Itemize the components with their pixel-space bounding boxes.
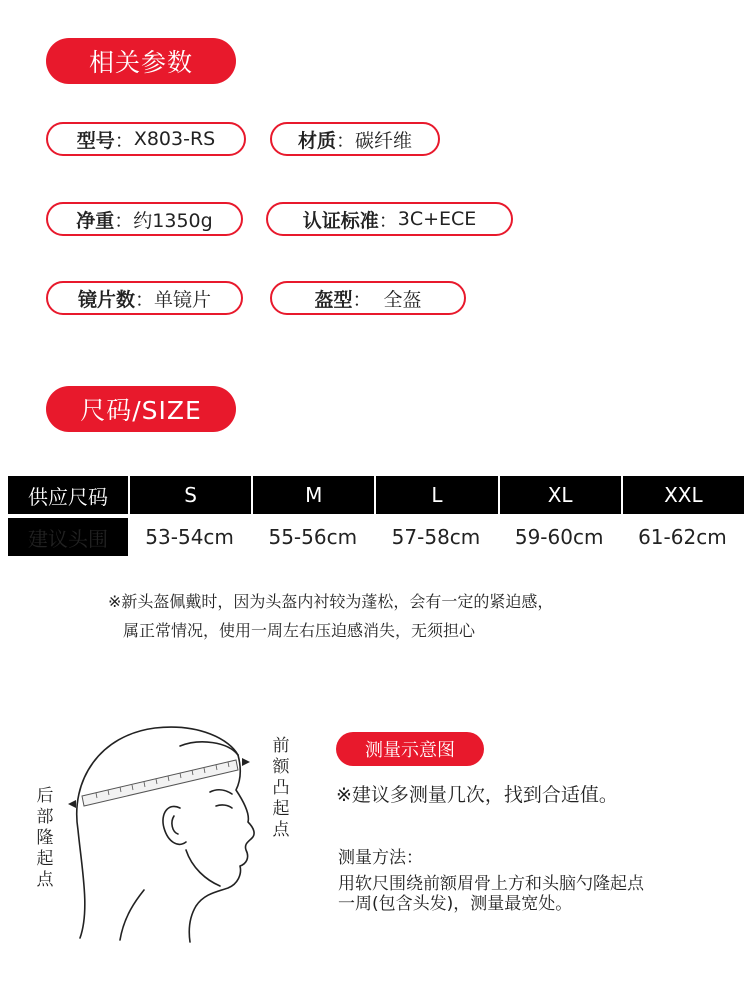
size-cell: XXL [621, 476, 744, 514]
param-helmet-type-label: 盔型 [314, 288, 353, 311]
param-lens: 镜片数 ： 单镜片 [46, 281, 243, 315]
circumference-cell: 53-54cm [145, 525, 234, 549]
tape-measure [82, 760, 238, 806]
size-cell: L [374, 476, 497, 514]
circumference-row-label: 建议头围 [8, 518, 128, 556]
circumference-cell: 55-56cm [268, 525, 358, 549]
param-helmet-type: 盔型 ： 全盔 [270, 281, 466, 315]
param-model: 型号 ： X803-RS [46, 122, 246, 156]
measure-method-title: 测量方法： [338, 848, 423, 868]
size-section-title: 尺码/SIZE [46, 386, 236, 432]
param-helmet-type-value: 全盔 [383, 288, 422, 311]
size-header-row [8, 476, 744, 514]
head-measure-illustration [60, 710, 280, 950]
param-model-value: X803-RS [133, 128, 216, 150]
back-pointer-arrow [68, 800, 76, 808]
param-model-label: 型号 [76, 129, 115, 152]
circumference-row [8, 518, 744, 556]
param-lens-label: 镜片数 [77, 288, 135, 311]
param-certification-label: 认证标准 [302, 209, 379, 232]
param-weight-value: 约1350g [133, 209, 213, 232]
forehead-point-label: 前额凸起点 [272, 736, 290, 840]
size-table [8, 472, 744, 560]
size-cell: S [128, 476, 251, 514]
circumference-cell: 59-60cm [514, 525, 604, 549]
param-material-label: 材质 [297, 129, 336, 152]
measure-tip: ※建议多测量几次，找到合适值。 [336, 784, 618, 806]
param-weight-label: 净重 [76, 209, 115, 232]
size-note-line1: ※新头盔佩戴时，因为头盔内衬较为蓬松，会有一定的紧迫感， [108, 592, 554, 611]
forehead-pointer-arrow [242, 758, 250, 766]
measure-method-line2: 一周(包含头发)，测量最宽处。 [338, 894, 573, 914]
circumference-cell: 57-58cm [391, 525, 481, 549]
param-material-value: 碳纤维 [355, 129, 413, 152]
measure-method-line1: 用软尺围绕前额眉骨上方和头脑勺隆起点 [338, 874, 644, 894]
circumference-cell: 61-62cm [638, 525, 727, 549]
param-certification: 认证标准 ： 3C+ECE [266, 202, 513, 236]
param-lens-value: 单镜片 [154, 288, 212, 311]
size-note-line2: 属正常情况，使用一周左右压迫感消失，无须担心 [123, 621, 476, 640]
param-material: 材质 ： 碳纤维 [270, 122, 440, 156]
size-cell: XL [498, 476, 621, 514]
params-section-title: 相关参数 [46, 38, 236, 84]
size-cell: M [251, 476, 374, 514]
param-certification-value: 3C+ECE [397, 208, 477, 230]
measure-diagram-badge: 测量示意图 [336, 732, 484, 766]
back-point-label: 后部隆起点 [36, 786, 54, 890]
size-header-label: 供应尺码 [8, 476, 128, 514]
param-weight: 净重 ： 约1350g [46, 202, 243, 236]
